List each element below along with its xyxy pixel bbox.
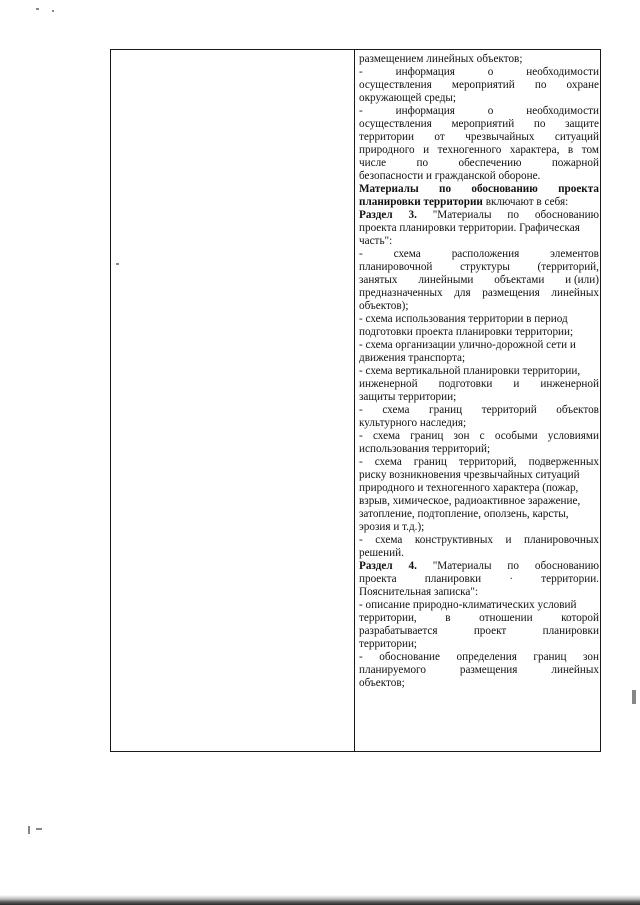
text-line <box>359 183 599 196</box>
text-word: планировочной <box>359 261 433 273</box>
text-word: природного и техногенного характера (пожар, <box>359 482 579 494</box>
text-line <box>359 612 599 625</box>
text-word: проекта <box>558 183 599 195</box>
text-word: подготовки проекта планировки территории; <box>359 326 574 338</box>
text-word: инженерной <box>540 378 599 390</box>
document-table <box>110 49 601 752</box>
text-word: отношении <box>479 612 533 624</box>
text-word: (территорий, <box>537 261 599 273</box>
text-word: территорий, <box>458 456 517 468</box>
text-word: по <box>507 209 519 221</box>
text-word: схема <box>382 404 410 416</box>
text-line <box>359 105 599 118</box>
text-word: Раздел <box>359 560 393 572</box>
scan-bottom-edge <box>0 895 640 905</box>
text-line <box>359 66 599 79</box>
text-word: в <box>445 612 451 624</box>
text-word: зон <box>583 651 599 663</box>
text-word: границ <box>533 651 567 663</box>
text-word: использования территорий; <box>359 443 491 455</box>
text-word: расположения <box>451 248 520 260</box>
text-word: в <box>567 144 574 156</box>
text-word: планируемого <box>359 664 426 676</box>
scan-speck <box>28 826 30 834</box>
text-line <box>359 274 599 287</box>
text-word: разрабатывается <box>359 625 438 637</box>
text-word: границ <box>429 404 463 416</box>
text-word: объектов); <box>359 300 409 312</box>
text-line <box>359 352 599 365</box>
text-word: Раздел <box>359 209 393 221</box>
text-word: территории. <box>541 573 599 585</box>
text-word: занятых <box>359 274 398 286</box>
text-word: о <box>487 66 494 78</box>
text-word: проекта планировки территории. Графическая <box>359 222 580 234</box>
text-word: подготовки <box>438 378 493 390</box>
text-line <box>359 625 599 638</box>
text-word: информация <box>395 66 455 78</box>
text-word: часть": <box>359 235 393 247</box>
text-word: условиями <box>547 430 599 442</box>
text-word: по <box>416 157 429 169</box>
text-word: обоснованию <box>534 560 599 572</box>
text-word: по <box>507 560 519 572</box>
text-word: планировки <box>542 625 599 637</box>
text-line <box>359 118 599 131</box>
text-word: по <box>534 79 547 91</box>
text-line <box>359 53 599 66</box>
text-line <box>359 443 599 456</box>
text-word: характера, <box>509 144 560 156</box>
text-word: схема <box>393 248 421 260</box>
text-line <box>359 456 599 469</box>
text-line <box>359 547 599 560</box>
text-line <box>359 651 599 664</box>
text-word: зон <box>453 430 470 442</box>
text-word: охране <box>566 79 599 91</box>
text-word: защиты территории; <box>359 391 457 403</box>
text-fragment: планировки территории <box>359 196 483 208</box>
text-word: том <box>581 144 599 156</box>
text-line <box>359 391 599 404</box>
text-word: размещения <box>459 664 518 676</box>
text-word: необходимости <box>526 66 599 78</box>
text-line <box>359 521 599 534</box>
text-line <box>359 170 599 183</box>
text-line <box>359 404 599 417</box>
text-word: техногенного <box>437 144 502 156</box>
scan-speck <box>36 828 42 830</box>
text-word: - <box>359 66 363 78</box>
text-word: - <box>359 534 363 546</box>
text-line <box>359 287 599 300</box>
table-right-cell <box>359 53 599 690</box>
text-line <box>359 638 599 651</box>
text-word: Пояснительная записка": <box>359 586 479 598</box>
text-word: с <box>479 430 485 442</box>
text-word: пожарной <box>551 157 599 169</box>
text-word: схема <box>372 430 401 442</box>
text-word: территории, <box>359 612 417 624</box>
text-line <box>359 209 599 222</box>
text-word: информация <box>395 105 455 117</box>
text-word: схема <box>375 534 403 546</box>
text-word: осуществления <box>359 79 432 91</box>
text-word: инженерной <box>359 378 418 390</box>
text-word: Материалы <box>359 183 419 195</box>
text-word: обоснованию <box>534 209 599 221</box>
text-word: - схема вертикальной планировки территории, <box>359 365 581 377</box>
text-line <box>359 261 599 274</box>
text-word: - схема организации улично-дорожной сети и <box>359 339 576 351</box>
text-line <box>359 599 599 612</box>
text-word: · <box>509 573 514 585</box>
text-word: безопасности и гражданской обороне. <box>359 170 541 182</box>
text-word: границ <box>410 430 444 442</box>
text-word: планировки <box>424 573 482 585</box>
text-word: о <box>487 105 494 117</box>
text-word: по <box>439 183 452 195</box>
text-word: объектов <box>556 404 599 416</box>
text-line <box>359 560 599 573</box>
text-line <box>359 586 599 599</box>
text-line <box>359 469 599 482</box>
text-word: 4. <box>408 560 417 572</box>
text-word: - <box>359 651 363 663</box>
text-word: обеспечению <box>458 157 522 169</box>
text-word: объектов; <box>359 677 405 689</box>
text-word: территорий <box>481 404 537 416</box>
text-word: природного <box>359 144 415 156</box>
text-word: определения <box>456 651 517 663</box>
scan-speck <box>632 690 636 704</box>
text-line <box>359 430 599 443</box>
text-line <box>359 677 599 690</box>
text-word: окружающей среды; <box>359 92 457 104</box>
text-word: ситуаций <box>554 131 599 143</box>
text-line <box>359 339 599 352</box>
text-line <box>359 417 599 430</box>
text-word: конструктивных <box>414 534 493 546</box>
text-word: защите <box>565 118 599 130</box>
text-word: схема <box>374 456 402 468</box>
text-word: подверженных <box>528 456 599 468</box>
text-word: числе <box>359 157 387 169</box>
text-word: и <box>423 144 430 156</box>
text-line <box>359 378 599 391</box>
text-word: и <box>505 534 512 546</box>
text-word: "Материалы <box>432 209 492 221</box>
text-word: культурного наследия; <box>359 417 467 429</box>
text-word: от <box>434 131 445 143</box>
text-word: решений. <box>359 547 404 559</box>
text-word: для <box>454 287 471 299</box>
text-word: эрозия и т.д.); <box>359 521 425 533</box>
text-word: - <box>359 404 363 416</box>
text-line <box>359 534 599 547</box>
text-word: затопление, подтопление, оползень, карсты, <box>359 508 569 520</box>
text-line <box>359 326 599 339</box>
text-word: проект <box>473 625 507 637</box>
text-word: размещения <box>482 287 540 299</box>
text-word: - <box>359 430 363 442</box>
text-line <box>359 365 599 378</box>
text-line <box>359 664 599 677</box>
text-word: и <box>513 378 520 390</box>
text-line <box>359 573 599 586</box>
table-left-cell <box>111 50 355 751</box>
text-word: - <box>359 105 363 117</box>
text-word: по <box>533 118 546 130</box>
text-word: которой <box>561 612 599 624</box>
text-word: размещением линейных объектов; <box>359 53 523 65</box>
text-line <box>359 157 599 170</box>
text-word: - <box>359 248 363 260</box>
text-word: - схема использования территории в период <box>359 313 568 325</box>
text-word: обоснование <box>379 651 441 663</box>
text-word: территории <box>359 131 414 143</box>
text-word: линейными <box>418 274 474 286</box>
text-word: осуществления <box>359 118 432 130</box>
text-word: элементов <box>550 248 599 260</box>
text-line <box>359 144 599 157</box>
text-line <box>359 92 599 105</box>
text-word: риску возникновения чрезвычайных ситуаций <box>359 469 580 481</box>
text-word: предназначенных <box>359 287 443 299</box>
text-word: обоснованию <box>471 183 538 195</box>
text-word: границ <box>413 456 447 468</box>
text-word: мероприятий <box>451 118 515 130</box>
text-word: - описание природно-климатических условий <box>359 599 577 611</box>
text-line <box>359 508 599 521</box>
text-word: линейных <box>551 287 599 299</box>
scan-speck <box>36 8 39 10</box>
text-line <box>359 222 599 235</box>
text-word: "Материалы <box>432 560 492 572</box>
text-word: и (или) <box>565 274 599 286</box>
text-word: планировочных <box>524 534 599 546</box>
text-line <box>359 79 599 92</box>
text-word: 3. <box>408 209 417 221</box>
text-line <box>359 248 599 261</box>
text-word: территории; <box>359 638 418 650</box>
text-line <box>359 495 599 508</box>
text-word: - <box>359 456 363 468</box>
text-word: проекта <box>359 573 397 585</box>
text-line <box>359 313 599 326</box>
scan-speck <box>52 10 54 12</box>
text-line <box>359 300 599 313</box>
text-line <box>359 131 599 144</box>
text-word: взрыв, химическое, радиоактивное заражение, <box>359 495 581 507</box>
text-line <box>359 482 599 495</box>
text-word: мероприятий <box>451 79 515 91</box>
text-line <box>359 196 599 209</box>
text-word: объектами <box>494 274 545 286</box>
text-fragment: включают в себя: <box>482 196 569 208</box>
text-line <box>359 235 599 248</box>
text-word: линейных <box>551 664 599 676</box>
text-word: особыми <box>494 430 538 442</box>
text-word: структуры <box>460 261 510 273</box>
text-word: движения транспорта; <box>359 352 466 364</box>
text-word: необходимости <box>526 105 599 117</box>
text-word: чрезвычайных <box>465 131 535 143</box>
